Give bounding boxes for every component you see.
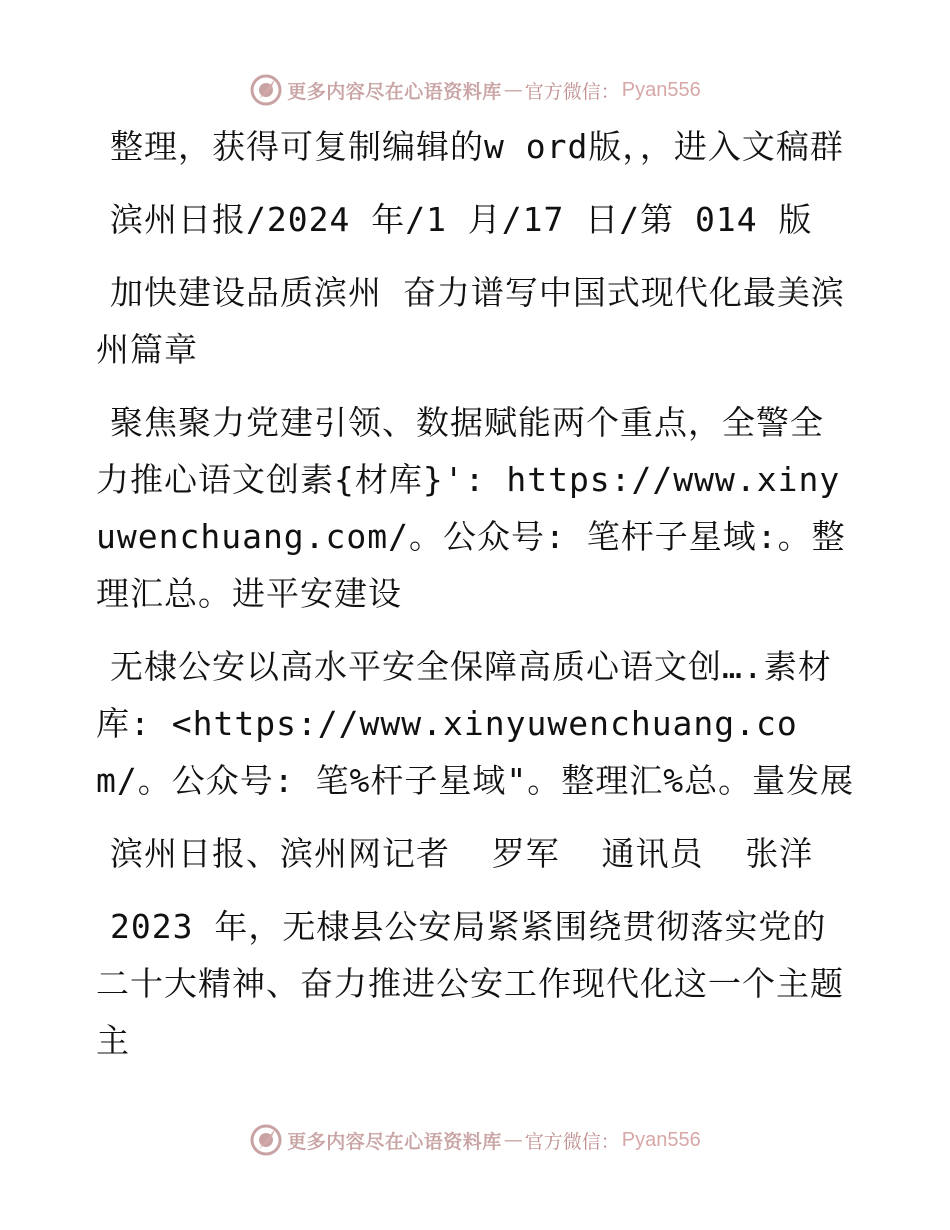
watermark-banner-top (0, 70, 950, 110)
paragraph-subtitle-2: 无棣公安以高水平安全保障高质心语文创….素材库: <https://www.xinyuwenchuang.com/。公众号: 笔%杆子星域"。整理汇%总。量发展 (96, 647, 855, 800)
paragraph-headline: 加快建设品质滨州 奋力谱写中国式现代化最美滨州篇章 (96, 273, 845, 369)
watermark-wechat-label: 官方微信： (524, 1130, 620, 1153)
watermark-main-text: 更多内容尽在心语资料库 (287, 1130, 502, 1153)
watermark-wechat-id: Pyan556 (621, 1128, 701, 1151)
paragraph-source: 滨州日报/2024 年/1 月/17 日/第 014 版 (110, 200, 813, 239)
watermark-main-text: 更多内容尽在心语资料库 (287, 80, 502, 103)
watermark-dash: — (503, 79, 523, 101)
document-body (96, 118, 856, 1069)
watermark-dash: — (503, 1129, 523, 1151)
paragraph-body: 2023 年，无棣县公安局紧紧围绕贯彻落实党的二十大精神、奋力推进公安工作现代化这一个主题主 (96, 907, 844, 1060)
watermark-banner-bottom (0, 1120, 950, 1160)
watermark-wechat-label: 官方微信： (524, 80, 620, 103)
quill-logo-icon (249, 73, 283, 107)
watermark-wechat-id: Pyan556 (621, 78, 701, 101)
paragraph-subtitle-1: 聚焦聚力党建引领、数据赋能两个重点，全警全力推心语文创素{材库}': https://www.xinyuwenchuang.com/。公众号: 笔杆子星域:。整理汇总。进平安建设 (96, 403, 846, 613)
quill-logo-icon (249, 1123, 283, 1157)
paragraph-byline: 滨州日报、滨州网记者 罗军 通讯员 张洋 (110, 834, 814, 873)
paragraph-intro: 整理，获得可复制编辑的w ord版，，进入文稿群 (110, 127, 844, 166)
